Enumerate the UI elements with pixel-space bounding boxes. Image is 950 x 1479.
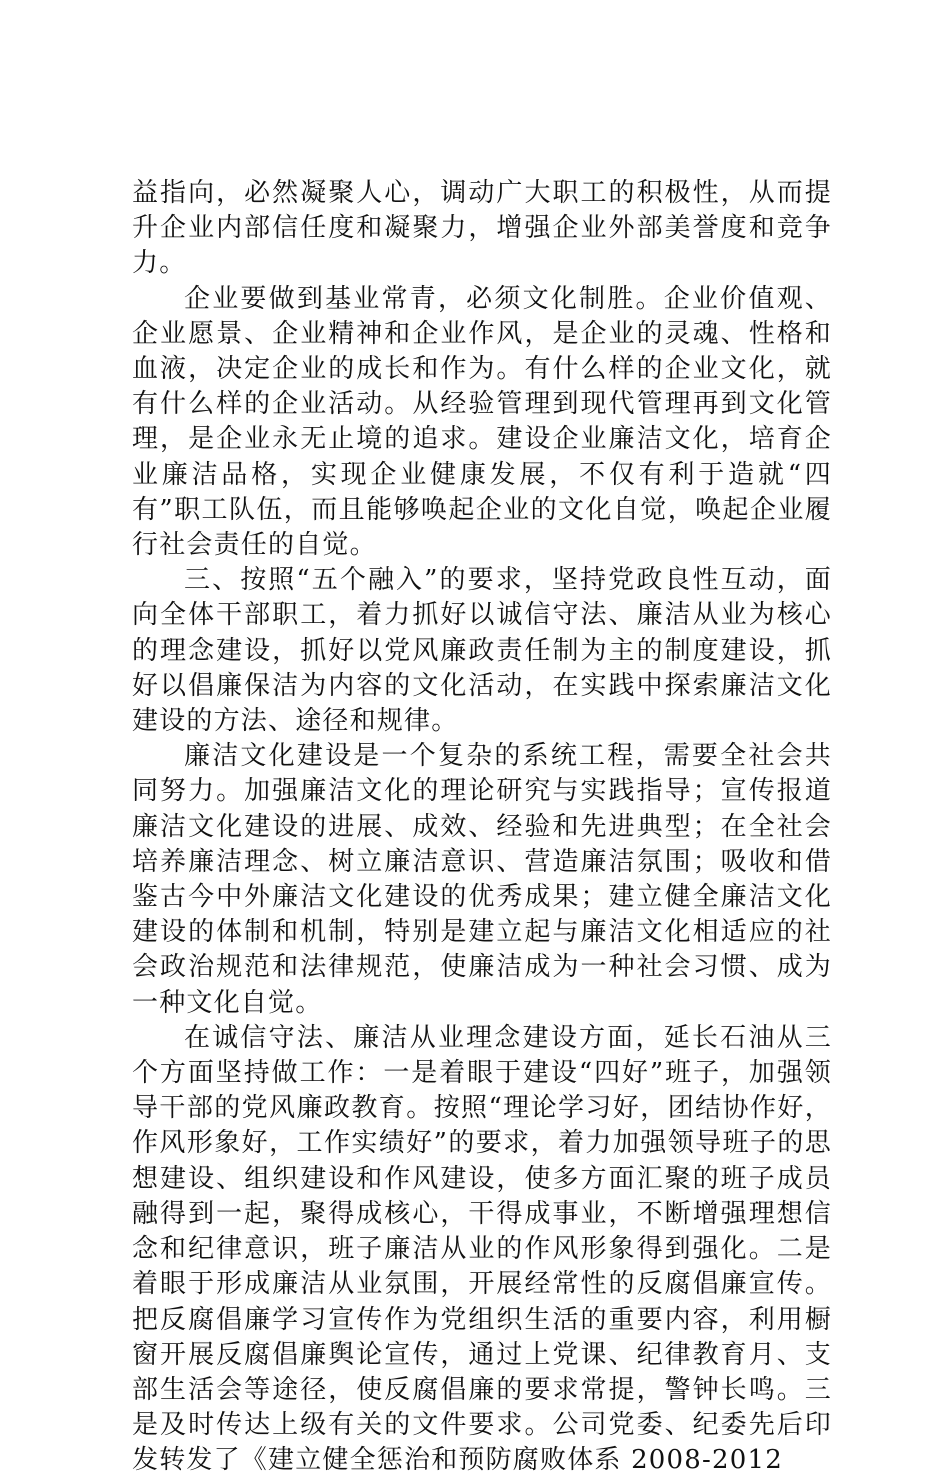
paragraph-yanchang-practice: 在诚信守法、廉洁从业理念建设方面，延长石油从三个方面坚持做工作：一是着眼于建设“四好”班子，加强领导干部的党风廉政教育。按照“理论学习好，团结协作好，作风形象好，工作实绩好”的要求，着力加强领导班子的思想建设、组织建设和作风建设，使多方面汇聚的班子成员融得到一起，聚得成核心，干得成事业，不断增强理想信念和纪律意识，班子廉洁从业的作风形象得到强化。二是着眼于形成廉洁从业氛围，开展经常性的反腐倡廉宣传。把反腐倡廉学习宣传作为党组织生活的重要内容，利用橱窗开展反腐倡廉舆论宣传，通过上党课、纪律教育月、支部生活会等途径，使反腐倡廉的要求常提，警钟长鸣。三是及时传达上级有关的文件要求。公司党委、纪委先后印发转发了《建立健全惩治和预防腐败体系 2008-2012 bbox=[132, 1022, 832, 1476]
paragraph-continuation: 益指向，必然凝聚人心，调动广大职工的积极性，从而提升企业内部信任度和凝聚力，增强企业外部美誉度和竞争力。 bbox=[132, 178, 832, 279]
document-body bbox=[132, 176, 832, 1479]
paragraph-section-three: 三、按照“五个融入”的要求，坚持党政良性互动，面向全体干部职工，着力抓好以诚信守法、廉洁从业为核心的理念建设，抓好以党风廉政责任制为主的制度建设，抓好以倡廉保洁为内容的文化活动，在实践中探索廉洁文化建设的方法、途径和规律。 bbox=[132, 565, 832, 737]
paragraph-integrity-culture: 廉洁文化建设是一个复杂的系统工程，需要全社会共同努力。加强廉洁文化的理论研究与实践指导；宣传报道廉洁文化建设的进展、成效、经验和先进典型；在全社会培养廉洁理念、树立廉洁意识、营造廉洁氛围；吸收和借鉴古今中外廉洁文化建设的优秀成果；建立健全廉洁文化建设的体制和机制，特别是建立起与廉洁文化相适应的社会政治规范和法律规范，使廉洁成为一种社会习惯、成为一种文化自觉。 bbox=[132, 741, 832, 1018]
paragraph-enterprise-culture: 企业要做到基业常青，必须文化制胜。企业价值观、企业愿景、企业精神和企业作风，是企业的灵魂、性格和血液，决定企业的成长和作为。有什么样的企业文化，就有什么样的企业活动。从经验管理到现代管理再到文化管理，是企业永无止境的追求。建设企业廉洁文化，培育企业廉洁品格，实现企业健康发展，不仅有利于造就“四有”职工队伍，而且能够唤起企业的文化自觉，唤起企业履行社会责任的自觉。 bbox=[132, 283, 832, 561]
